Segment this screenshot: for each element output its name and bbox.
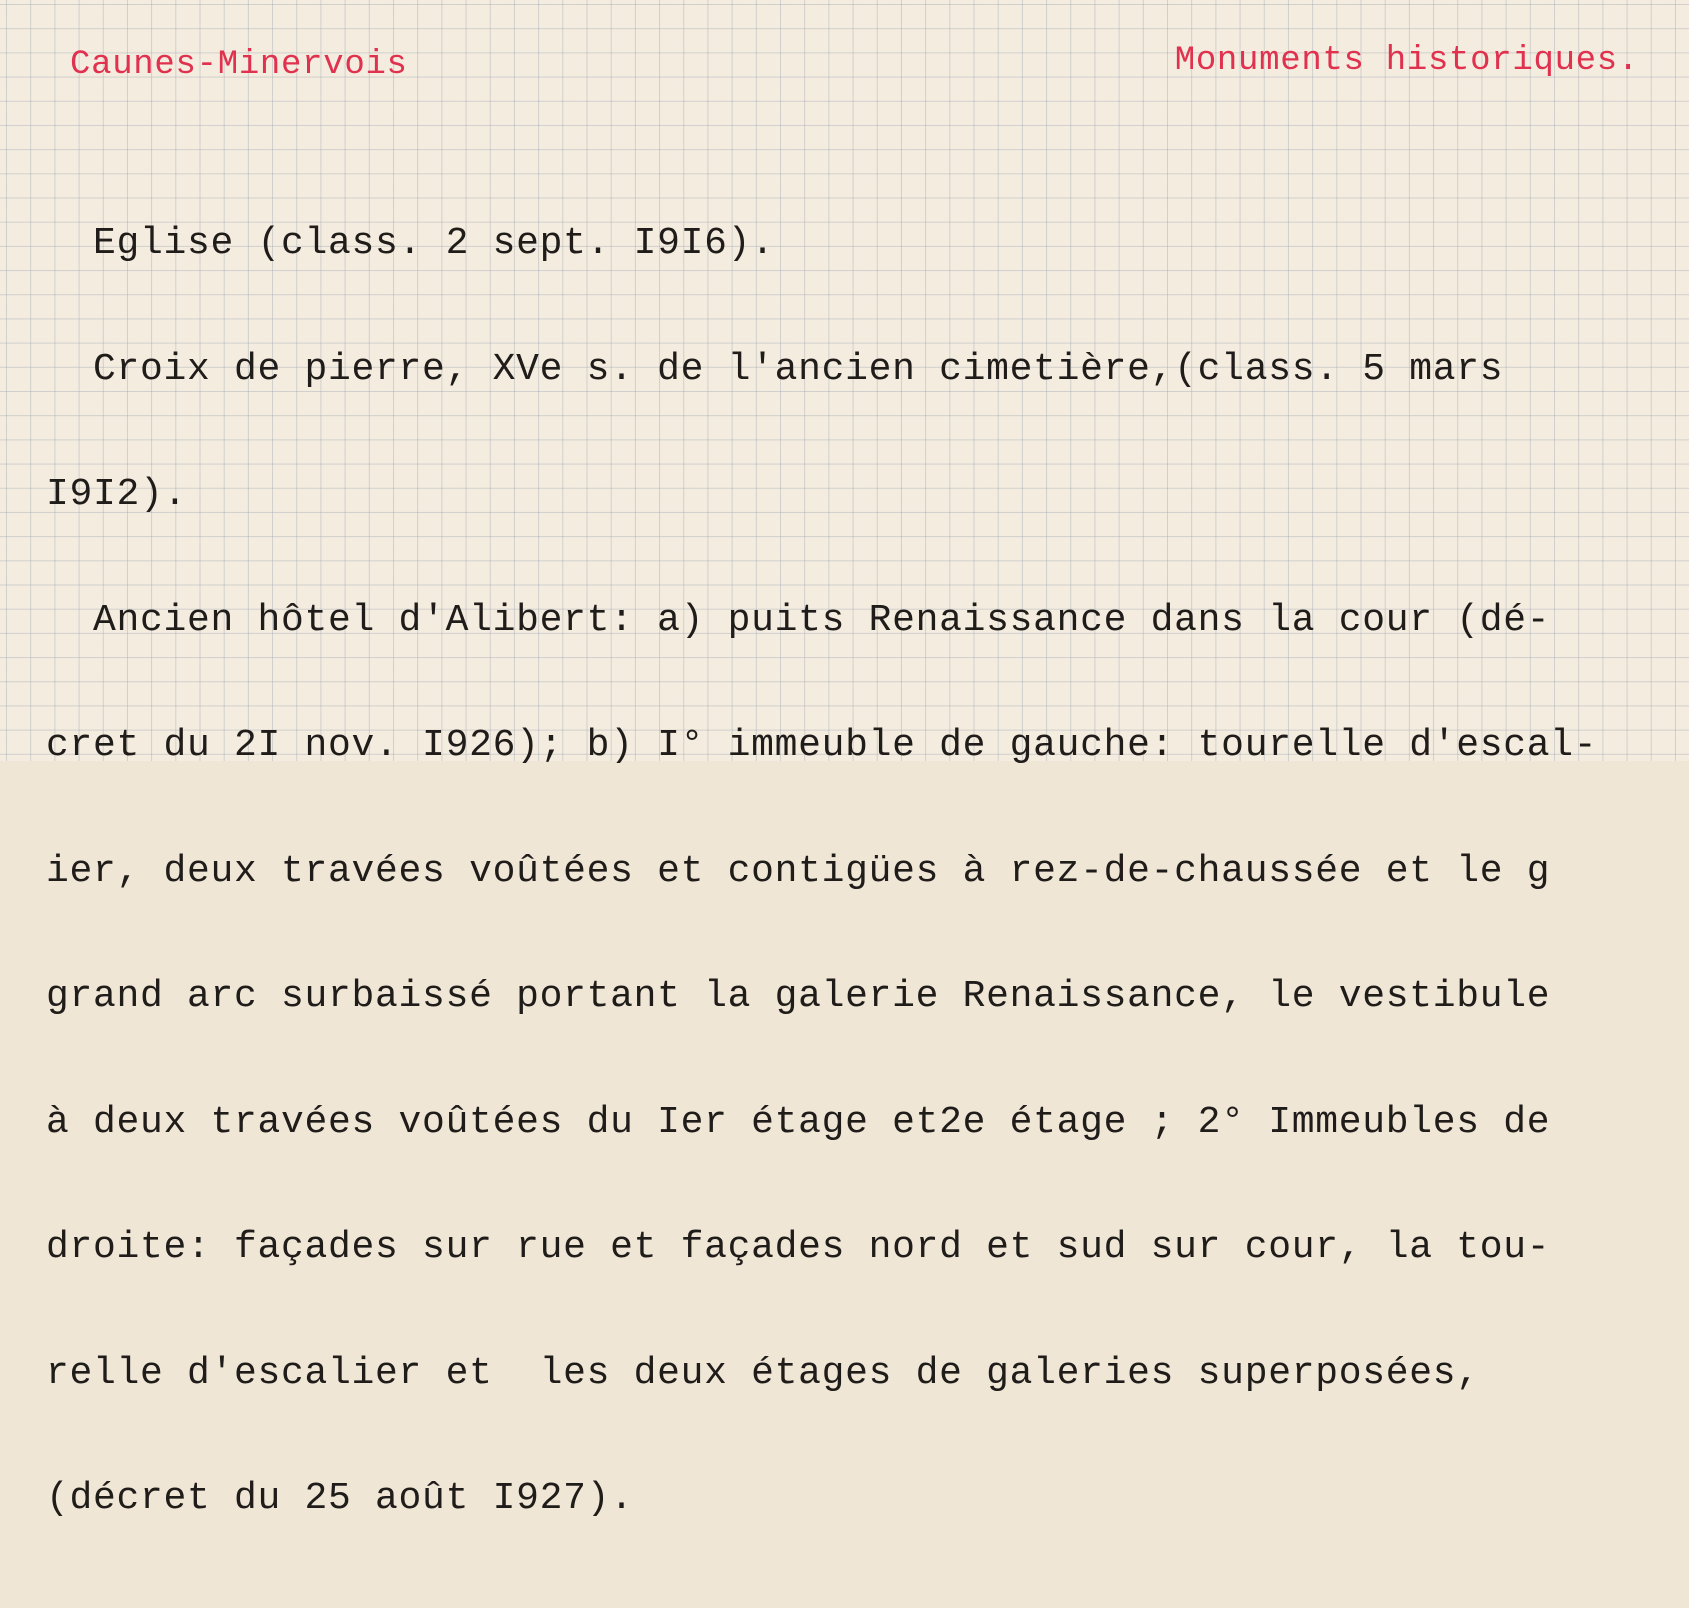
text-line: (décret du 25 août I927). [46, 1477, 634, 1520]
commune-heading: Caunes-Minervois [70, 46, 408, 84]
text-line: Eglise (class. 2 sept. I9I6). [46, 222, 775, 265]
text-line: droite: façades sur rue et façades nord et sud sur cour, la tou- [46, 1226, 1551, 1269]
text-line: à deux travées voûtées du Ier étage et2e étage ; 2° Immeubles de [46, 1100, 1551, 1144]
typed-text-block [46, 149, 1597, 1606]
text-line: cret du 2I nov. I926); b) I° immeuble de gauche: tourelle d'escal- [46, 724, 1598, 767]
text-line: grand arc surbaissé portant la galerie Renaissance, le vestibule [46, 975, 1551, 1018]
text-line: relle d'escalier et les deux étages de galeries superposées, [46, 1351, 1480, 1395]
text-line: Ancien hôtel d'Alibert: a) puits Renaissance dans la cour (dé- [46, 598, 1551, 642]
category-heading: Monuments historiques. [1174, 42, 1639, 80]
text-line: Croix de pierre, XVe s. de l'ancien cimetière,(class. 5 mars [46, 347, 1504, 391]
text-line: I9I2). [46, 473, 188, 516]
text-line: ier, deux travées voûtées et contigües à rez-de-chaussée et le g [46, 849, 1551, 893]
